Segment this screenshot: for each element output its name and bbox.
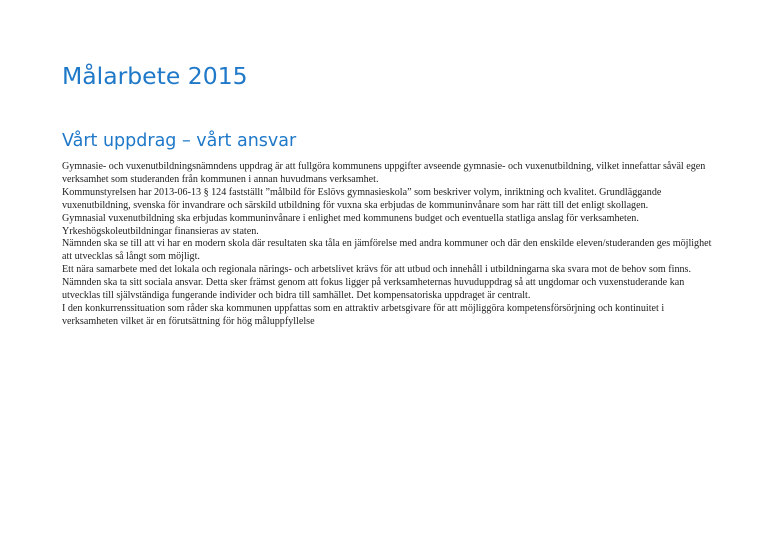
paragraph: Nämnden ska se till att vi har en modern skola där resultaten ska tåla en jämförelse med andra kommuner och där den enskilde eleven/studeranden ges möjlighet att utvecklas så långt som möjligt.	[62, 238, 712, 263]
page-title: Målarbete 2015	[62, 62, 248, 90]
paragraph: Nämnden ska ta sitt sociala ansvar. Detta sker främst genom att fokus ligger på verksamheternas huvuduppdrag så att ungdomar och vuxenstuderande kan utvecklas till självständiga fungerande individer och bidra till samhället. Det kompensatoriska uppdraget är centralt.	[62, 277, 685, 302]
paragraph: Ett nära samarbete med det lokala och regionala närings- och arbetslivet krävs för att utbud och innehåll i utbildningarna ska svara mot de behov som finns.	[62, 264, 691, 276]
body-text	[62, 161, 712, 329]
paragraph: I den konkurrenssituation som råder ska kommunen uppfattas som en attraktiv arbetsgivare för att möjliggöra kompetensförsörjning och kontinuitet i verksamheten vilket är en förutsättning för hög måluppfyllelse	[62, 302, 665, 327]
paragraph: Kommunstyrelsen har 2013-06-13 § 124 fastställt ”målbild för Eslövs gymnasieskola” som beskriver volym, inriktning och kvalitet. Grundläggande vuxenutbildning, svenska för invandrare och särskild utbildning för vuxna ska erbjudas de kommuninvånare som har rätt till det enligt skollagen.	[62, 186, 662, 211]
paragraph: Yrkeshögskoleutbildningar finansieras av staten.	[62, 225, 259, 237]
paragraph: Gymnasie- och vuxenutbildningsnämndens uppdrag är att fullgöra kommunens uppgifter avseende gymnasie- och vuxenutbildning, vilket innefattar såväl egen verksamhet som studeranden från kommunen i annan huvudmans verksamhet.	[62, 161, 706, 185]
section-title: Vårt uppdrag – vårt ansvar	[62, 131, 297, 151]
paragraph: Gymnasial vuxenutbildning ska erbjudas kommuninvånare i enlighet med kommunens budget och eventuella statliga anslag för verksamheten.	[62, 212, 639, 224]
